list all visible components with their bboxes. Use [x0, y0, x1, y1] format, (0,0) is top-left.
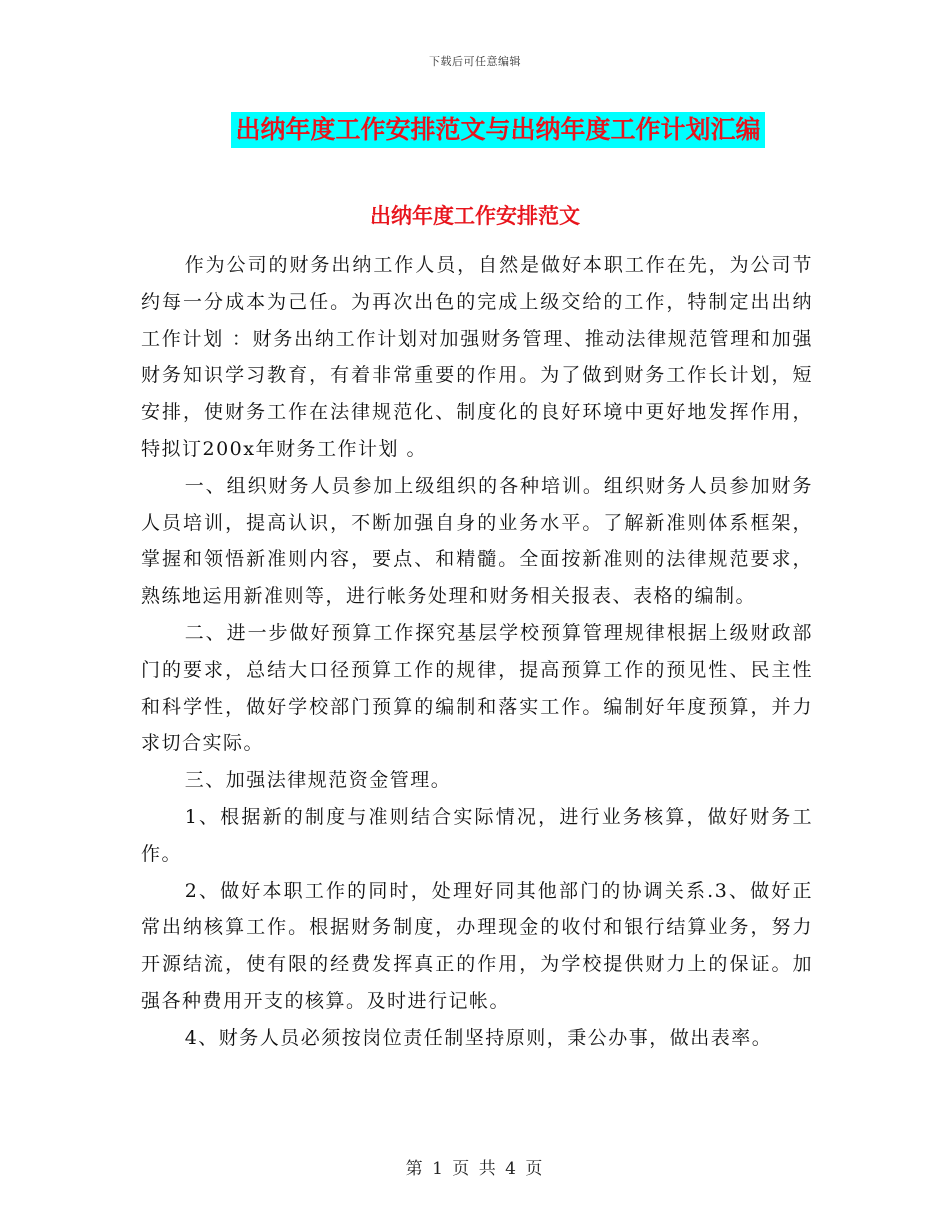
- paragraph-sub-1: 1、根据新的制度与准则结合实际情况，进行业务核算，做好财务工作。: [141, 805, 813, 865]
- paragraph-item-2: 二、进一步做好预算工作探究基层学校预算管理规律根据上级财政部门的要求，总结大口径预算工作的规律，提高预算工作的预见性、民主性和科学性，做好学校部门预算的编制和落实工作。编制好年度预算，并力求切合实际。: [141, 621, 813, 755]
- paragraph-intro: 作为公司的财务出纳工作人员，自然是做好本职工作在先，为公司节约每一分成本为己任。为再次出色的完成上级交给的工作，特制定出出纳工作计划 ：财务出纳工作计划对加强财务管理、推动法律规范管理和加强财务知识学习教育，有着非常重要的作用。为了做到财务工作长计划，短安排，使财务工作在法律规范化、制度化的良好环境中更好地发挥作用，特拟订200x年财务工作计划 。: [141, 254, 813, 460]
- main-title-container: [0, 112, 950, 148]
- paragraph-sub-4: 4、财务人员必须按岗位责任制坚持原则，秉公办事，做出表率。: [184, 1026, 773, 1049]
- paragraph-item-3: 三、加强法律规范资金管理。: [184, 769, 452, 792]
- paragraph-sub-2: 2、做好本职工作的同时，处理好同其他部门的协调关系.3、做好正常出纳核算工作。根据财务制度，办理现金的收付和银行结算业务，努力开源结流，使有限的经费发挥真正的作用，为学校提供财力上的保证。加强各种费用开支的核算。及时进行记帐。: [141, 879, 813, 1012]
- paragraph-item-1: 一、组织财务人员参加上级组织的各种培训。组织财务人员参加财务人员培训，提高认识，不断加强自身的业务水平。了解新准则体系框架，掌握和领悟新准则内容，要点、和精髓。全面按新准则的法律规范要求，熟练地运用新准则等，进行帐务处理和财务相关报表、表格的编制。: [141, 474, 813, 608]
- section-title: 出纳年度工作安排范文: [370, 203, 580, 228]
- main-title: 出纳年度工作安排范文与出纳年度工作计划汇编: [231, 112, 764, 148]
- page-number-footer: 第 1 页 共 4 页: [405, 1159, 545, 1179]
- document-body: [141, 247, 813, 1057]
- header-note: 下载后可任意编辑: [429, 55, 521, 68]
